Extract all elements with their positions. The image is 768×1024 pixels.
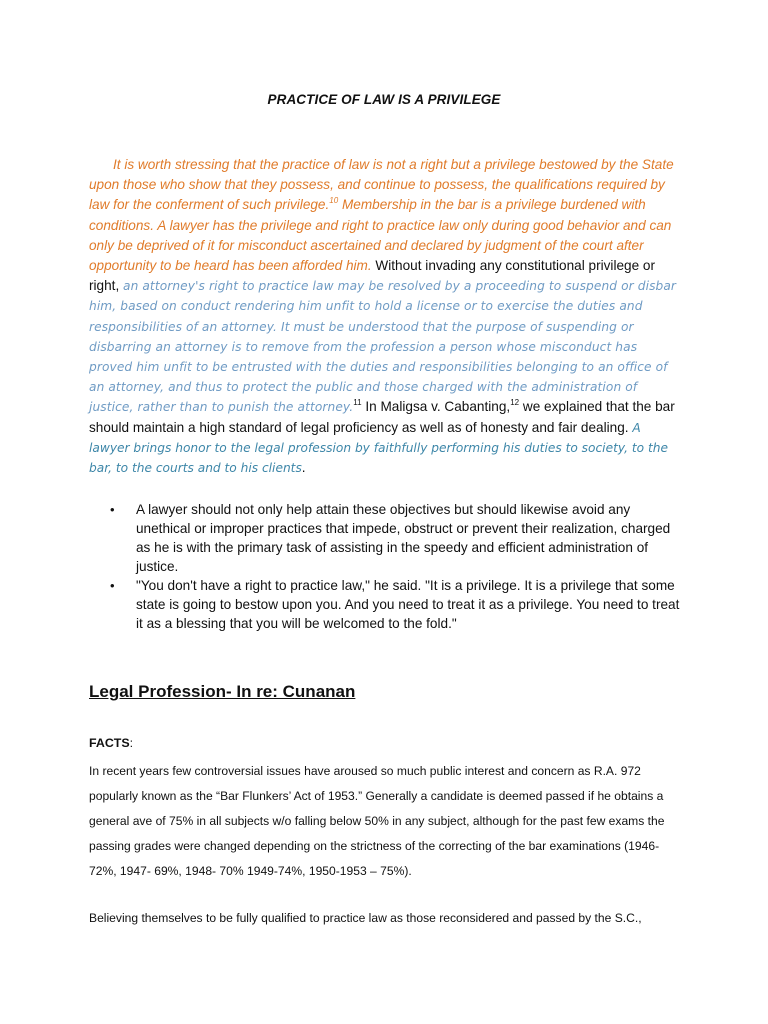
document-title: PRACTICE OF LAW IS A PRIVILEGE <box>267 92 501 107</box>
plain-text-a: Without invading any constitutional privilege or right, <box>89 258 656 294</box>
blue-quote-a: an attorney's right to practice law may be resolved by a proceeding to suspend or disbar him, based on conduct rendering him unfit to hold a license or to exercise the duties and responsibilities of an attorney. It must be understood that the purpose of suspending or disbarring an attorney is to remove from the profession a person whose misconduct has proved him unfit to be entrusted with the duties and responsibilities belonging to an office of an attorney, and thus to protect the public and those charged with the administration of justice, rather than to punish the attorney. <box>89 279 677 415</box>
facts-label <box>89 736 133 750</box>
section-heading: Legal Profession- In re: Cunanan <box>89 682 356 701</box>
plain-text-c: we explained that the bar should maintain a high standard of legal proficiency as well as of honesty and fair dealing. <box>89 399 675 435</box>
list-item <box>110 500 680 576</box>
bullet-text: "You don't have a right to practice law," he said. "It is a privilege. It is a privilege that some state is going to bestow upon you. And you need to treat it as a privilege. You need to treat it as a blessing that you will be welcomed to the fold." <box>136 578 680 631</box>
privilege-paragraph <box>89 155 679 478</box>
orange-quote-a: It is worth stressing that the practice of law is not a right but a privilege bestowed by the State upon those who show that they possess, and continue to possess, the qualifications required by law for the conferment of such privilege. <box>89 157 674 213</box>
bullet-icon: • <box>110 502 115 517</box>
bullet-text: A lawyer should not only help attain these objectives but should likewise avoid any unethical or improper practices that impede, obstruct or prevent their realization, charged as he is with the primary task of assisting in the speedy and efficient administration of justice. <box>136 502 671 574</box>
orange-quote-b: Membership in the bar is a privilege burdened with conditions. A lawyer has the privilege and right to practice law only during good behavior and can only be deprived of it for misconduct ascertained and declared by judgment of the court after opportunity to be heard has been afforded him. <box>89 197 672 274</box>
footnote-ref-11: 11 <box>353 398 362 408</box>
plain-text-b: In Maligsa v. Cabanting, <box>361 399 511 415</box>
teal-quote-a: A lawyer brings honor to the legal profession by faithfully performing his duties to society, to the bar, to the courts and to his clients <box>89 420 668 476</box>
bullet-list <box>110 500 680 633</box>
footnote-ref-12: 12 <box>510 398 520 408</box>
plain-text-d: . <box>301 460 306 476</box>
facts-paragraph-continued: Believing themselves to be fully qualified to practice law as those reconsidered and passed by the S.C., <box>89 911 642 925</box>
facts-colon: : <box>129 736 134 750</box>
footnote-ref-10: 10 <box>329 196 339 206</box>
facts-paragraph: In recent years few controversial issues have aroused so much public interest and concern as R.A. 972 popularly known as the “Bar Flunkers’ Act of 1953.” Generally a candidate is deemed passed if he obtains a general ave of 75% in all subjects w/o falling below 50% in any subject, although for the past few exams the passing grades were changed depending on the strictness of the correcting of the bar examinations (1946- 72%, 1947- 69%, 1948- 70% 1949-74%, 1950-1953 – 75%). <box>89 764 665 878</box>
bullet-icon: • <box>110 578 115 593</box>
facts-label-text: FACTS <box>89 736 130 750</box>
list-item <box>110 576 680 633</box>
